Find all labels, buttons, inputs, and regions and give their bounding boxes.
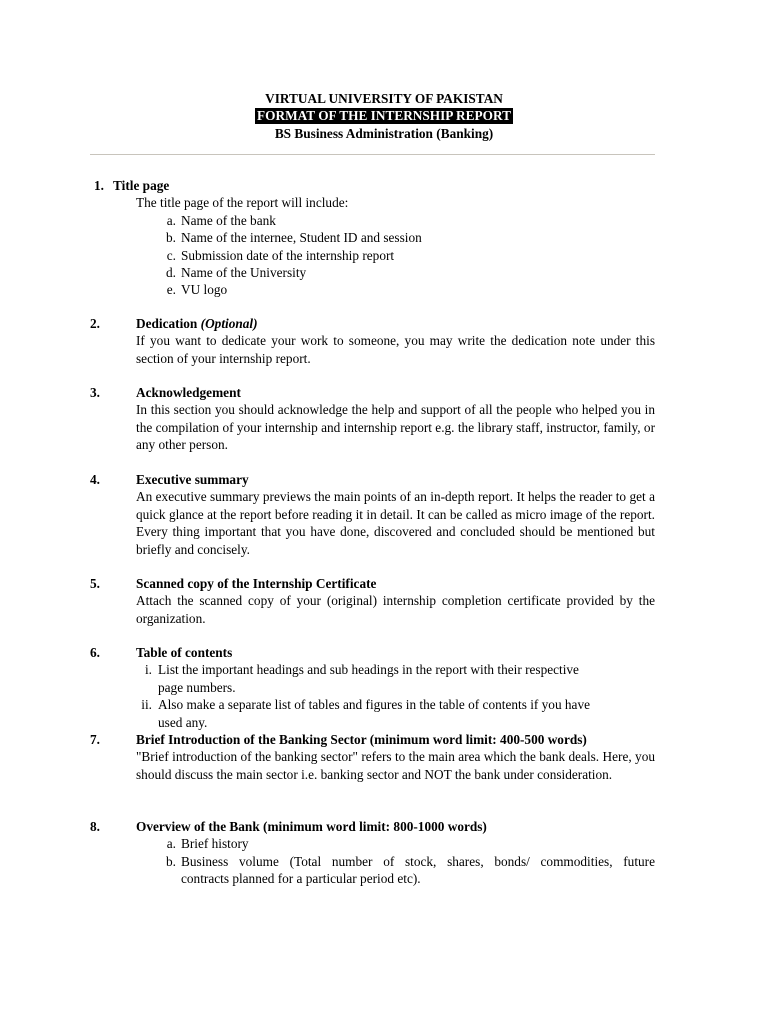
section-number: 4. — [90, 472, 100, 487]
document-header — [0, 90, 768, 142]
section-number: 6. — [90, 645, 100, 660]
list-label: a. — [166, 212, 176, 228]
section-heading: Scanned copy of the Internship Certificate — [136, 576, 377, 591]
list-label: b. — [166, 230, 176, 246]
program-name: BS Business Administration (Banking) — [274, 125, 494, 141]
section-number: 2. — [90, 316, 100, 331]
list-label: b. — [166, 853, 176, 869]
section-number: 1. — [94, 178, 104, 193]
section-number: 8. — [90, 819, 100, 834]
header-divider — [90, 154, 655, 155]
list-label: c. — [166, 247, 176, 263]
section-body: An executive summary previews the main points of an in-depth report. It helps the reader to get a quick glance at the report before reading it in detail. It can be called as micro image of the report. Every thing important that you have done, discovered and concluded should be mentioned but briefly and concisely. — [136, 489, 655, 557]
section-number: 5. — [90, 576, 100, 591]
section-heading: Brief Introduction of the Banking Sector (minimum word limit: 400-500 words) — [136, 732, 587, 747]
list-item-line: Brief history — [181, 836, 249, 852]
list-item-line: List the important headings and sub headings in the report with their respective — [158, 662, 579, 678]
list-label: d. — [166, 265, 176, 280]
section-body: If you want to dedicate your work to someone, you may write the dedication note under this section of your internship report. — [136, 333, 655, 366]
list-item-line: Also make a separate list of tables and figures in the table of contents if you have — [158, 697, 591, 713]
list-item-line: used any. — [158, 714, 208, 730]
section-heading-text: Dedication — [136, 316, 198, 331]
list-label: e. — [166, 282, 176, 298]
section-heading: Title page — [113, 178, 170, 193]
list-item-line: page numbers. — [158, 679, 236, 695]
list-item: Submission date of the internship report — [181, 247, 395, 263]
section-intro: The title page of the report will include: — [136, 195, 349, 211]
section-heading — [136, 315, 258, 332]
section-heading: Overview of the Bank (minimum word limit: 800-1000 words) — [136, 819, 487, 834]
list-label: i. — [144, 662, 152, 678]
list-item: Name of the University — [181, 265, 307, 280]
list-item-line: contracts planned for a particular period etc). — [181, 871, 421, 887]
list-item: VU logo — [181, 282, 228, 298]
section-heading: Table of contents — [136, 645, 233, 660]
section-heading-note: (Optional) — [200, 316, 258, 331]
section-heading: Executive summary — [136, 472, 249, 487]
university-name: VIRTUAL UNIVERSITY OF PAKISTAN — [265, 91, 503, 106]
section-heading: Acknowledgement — [136, 385, 241, 400]
list-item-line: Business volume (Total number of stock, shares, bonds/ commodities, future — [181, 853, 655, 869]
format-title: FORMAT OF THE INTERNSHIP REPORT — [257, 108, 511, 124]
list-label: ii. — [141, 697, 152, 713]
section-number: 7. — [90, 732, 100, 747]
list-label: a. — [166, 836, 176, 852]
list-item: Name of the internee, Student ID and session — [181, 230, 422, 246]
section-body: In this section you should acknowledge the help and support of all the people who helped you in the compilation of your internship and internship report e.g. the library staff, instructor, family, or any other person. — [136, 402, 655, 453]
section-body: Attach the scanned copy of your (original) internship completion certificate provided by the organization. — [136, 593, 655, 626]
section-number: 3. — [90, 385, 100, 400]
list-item: Name of the bank — [181, 212, 276, 228]
section-body: "Brief introduction of the banking sector" refers to the main area which the bank deals. Here, you should discuss the main sector i.e. banking sector and NOT the bank under consideration. — [136, 749, 655, 782]
